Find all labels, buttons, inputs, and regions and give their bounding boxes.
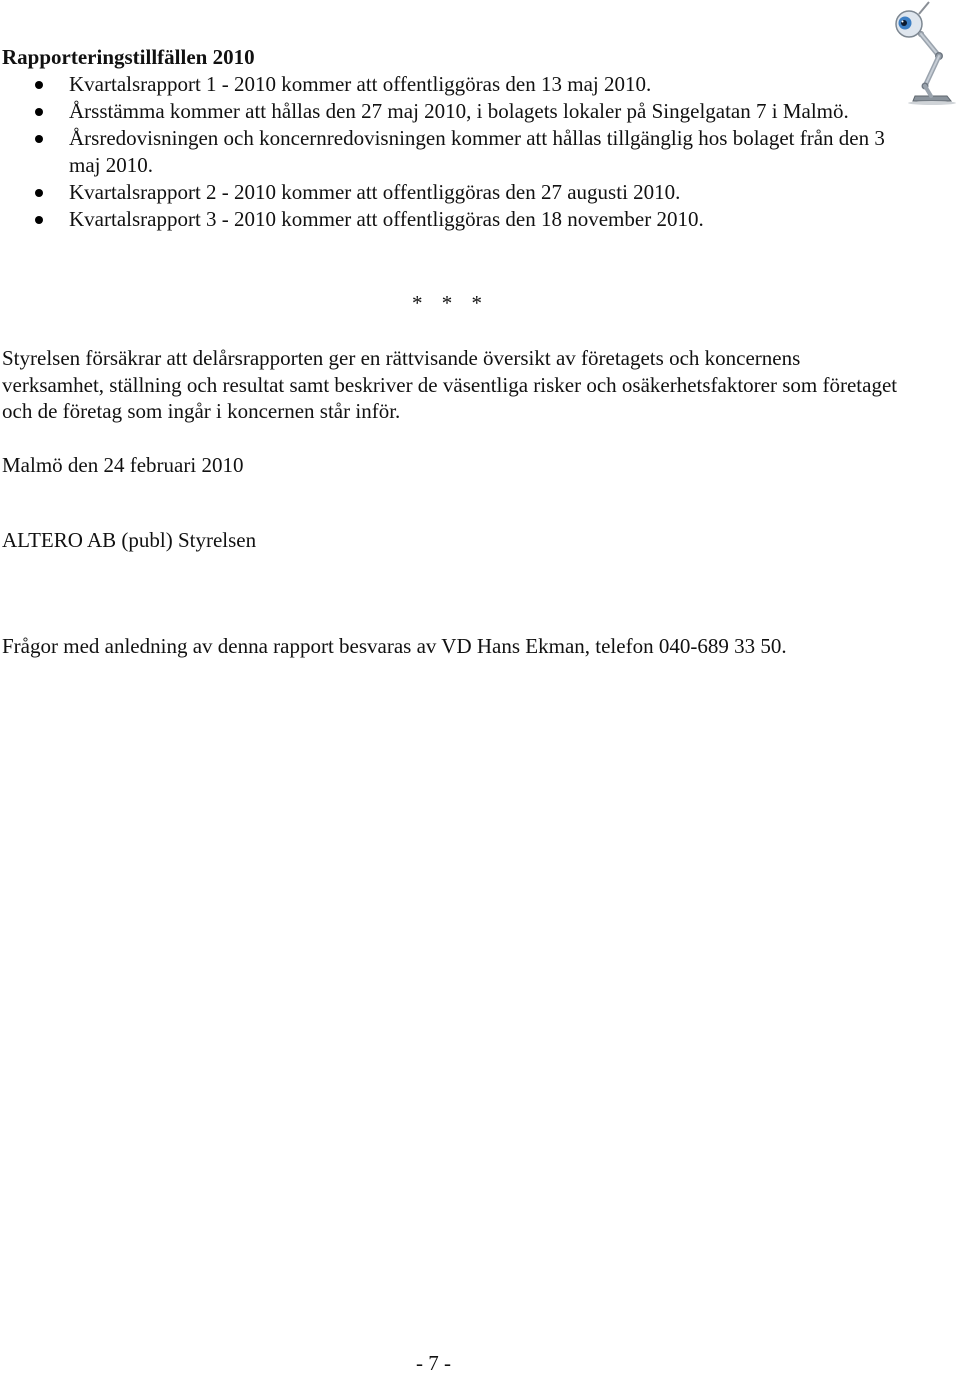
bullet-icon: [35, 216, 43, 224]
bullet-icon: [35, 81, 43, 89]
list-item: [0, 71, 900, 98]
section-separator: * * *: [412, 291, 482, 315]
reporting-dates-list: [0, 71, 900, 233]
bullet-icon: [35, 108, 43, 116]
list-item-text: Årsredovisningen och koncernredovisningen kommer att hållas tillgänglig hos bolaget från den 3 maj 2010.: [69, 126, 885, 177]
list-item: [0, 179, 900, 206]
list-item-text: Kvartalsrapport 2 - 2010 kommer att offentliggöras den 27 augusti 2010.: [69, 180, 681, 204]
list-item-text: Årsstämma kommer att hållas den 27 maj 2010, i bolagets lokaler på Singelgatan 7 i Malmö.: [69, 99, 849, 123]
contact-note: Frågor med anledning av denna rapport besvaras av VD Hans Ekman, telefon 040-689 33 50.: [2, 634, 787, 658]
place-and-date: Malmö den 24 februari 2010: [2, 453, 244, 477]
list-item: [0, 98, 900, 125]
list-item: [0, 125, 900, 179]
bullet-icon: [35, 189, 43, 197]
page-number: - 7 -: [416, 1351, 451, 1375]
list-item-text: Kvartalsrapport 1 - 2010 kommer att offentliggöras den 13 maj 2010.: [69, 72, 652, 96]
list-item-text: Kvartalsrapport 3 - 2010 kommer att offentliggöras den 18 november 2010.: [69, 207, 704, 231]
signatory: ALTERO AB (publ) Styrelsen: [2, 528, 257, 552]
section-heading: Rapporteringstillfällen 2010: [2, 45, 255, 69]
bullet-icon: [35, 135, 43, 143]
list-item: [0, 206, 900, 233]
board-statement: Styrelsen försäkrar att delårsrapporten ger en rättvisande översikt av företagets och koncernens verksamhet, ställning och resultat samt beskriver de väsentliga risker och osäkerhetsfaktorer som företaget och de företag som ingår i koncernen står inför.: [2, 346, 898, 423]
